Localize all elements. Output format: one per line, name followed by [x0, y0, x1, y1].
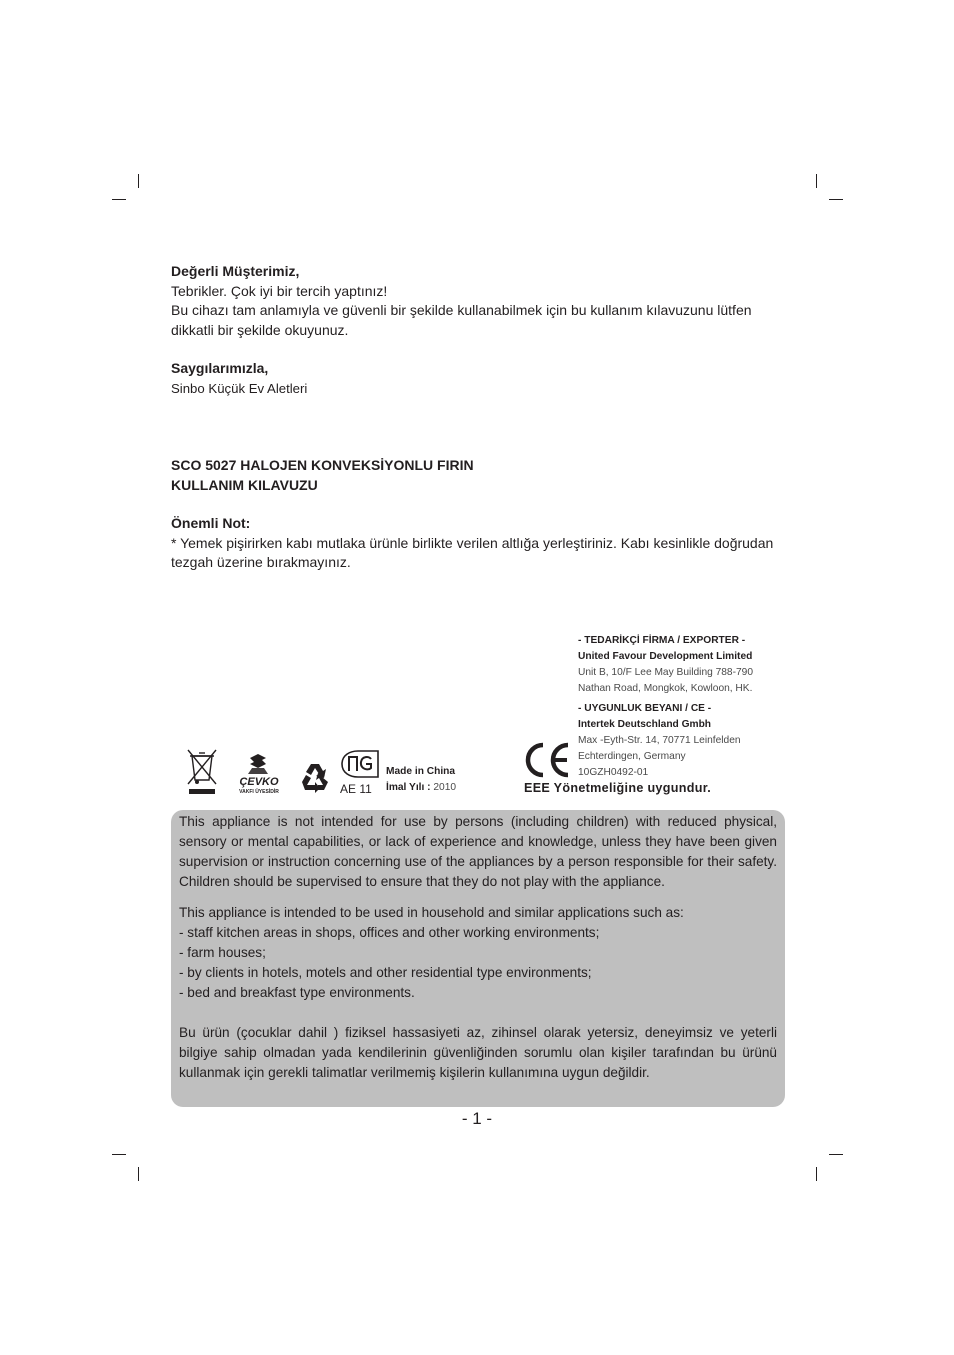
manual-subtitle: KULLANIM KILAVUZU: [171, 476, 318, 493]
note-heading: Önemli Not:: [171, 515, 251, 531]
ce-mark-icon: [522, 741, 572, 779]
greeting-block: [171, 262, 785, 340]
ce-address: Max -Eyth-Str. 14, 70771 Leinfelden: [578, 735, 741, 746]
manual-title-block: [171, 456, 785, 495]
note-block: [171, 514, 785, 573]
crop-mark: [829, 1154, 843, 1155]
ce-heading: - UYGUNLUK BEYANI / CE -: [578, 703, 712, 714]
ce-code: 10GZH0492-01: [578, 767, 649, 778]
pct-code: AE 11: [340, 782, 372, 796]
ce-address: Echterdingen, Germany: [578, 751, 686, 762]
crop-mark: [112, 199, 126, 200]
made-in-label: Made in China: [386, 766, 456, 777]
year-value: 2010: [433, 782, 457, 793]
greeting-line: Tebrikler. Çok iyi bir tercih yaptınız!: [171, 282, 388, 299]
manual-title: SCO 5027 HALOJEN KONVEKSİYONLU FIRIN: [171, 457, 474, 473]
exporter-address: Nathan Road, Mongkok, Kowloon, HK.: [578, 683, 753, 694]
warning-intro: This appliance is intended to be used in household and similar applications such as:: [179, 905, 684, 920]
exporter-address: Unit B, 10/F Lee May Building 788-790: [578, 667, 753, 678]
safety-warning-box: [171, 810, 785, 1107]
eee-compliance: EEE Yönetmeliğine uygundur.: [524, 781, 712, 795]
crop-mark: [112, 1154, 126, 1155]
warning-list-item: - staff kitchen areas in shops, offices and other working environments;: [179, 925, 600, 940]
origin-info: [386, 764, 456, 796]
regards-block: [171, 359, 785, 398]
warning-list-item: - bed and breakfast type environments.: [179, 985, 415, 1000]
crop-mark: [138, 174, 139, 188]
exporter-name: United Favour Development Limited: [578, 651, 753, 662]
greeting-line: Bu cihazı tam anlamıyla ve güvenli bir şekilde kullanabilmek için bu kullanım kılavuzunu lütfen dikkatli bir şekilde okuyunuz.: [171, 302, 752, 338]
page-number: - 1 -: [461, 1109, 493, 1128]
cevko-logo-icon: [228, 752, 290, 796]
warning-paragraph-tr: Bu ürün (çocuklar dahil ) fiziksel hassasiyeti az, zihinsel olarak yetersiz, deneyimsiz ve yeterli bilgiye sahip olmadan yada kendilerinin güvenliğinden sorumlu olan kişiler tarafından bu ürünü kullanmak için gerekli talimatlar verilmemiş kişilerin kullanımına uygun değildir.: [179, 1025, 777, 1080]
warning-paragraph: This appliance is not intended for use by persons (including children) with reduced physical, sensory or mental capabilities, or lack of experience and knowledge, unless they have been given supervision or instruction concerning use of the appliances by a person responsible for their safety. Children should be supervised to ensure that they do not play with the appliance.: [179, 814, 777, 889]
year-label: İmal Yılı :: [386, 782, 431, 793]
exporter-heading: - TEDARİKÇİ FİRMA / EXPORTER -: [578, 635, 746, 646]
warning-list-item: - by clients in hotels, motels and other residential type environments;: [179, 965, 592, 980]
crop-mark: [816, 1167, 817, 1181]
recycle-icon: [298, 760, 332, 794]
warning-list-item: - farm houses;: [179, 945, 266, 960]
crop-mark: [816, 174, 817, 188]
note-text: * Yemek pişirirken kabı mutlaka ürünle birlikte verilen altlığa yerleştiriniz. Kabı kesinlikle doğrudan tezgah üzerine bırakmayınız.: [171, 534, 774, 570]
ce-company: Intertek Deutschland Gmbh: [578, 719, 712, 730]
salutation: Değerli Müşterimiz,: [171, 263, 300, 279]
exporter-info: [578, 633, 788, 781]
crop-mark: [829, 199, 843, 200]
crop-mark: [138, 1167, 139, 1181]
cevko-logo-subtext: VAKFI ÜYESİDİR: [239, 789, 279, 795]
regards: Saygılarımızla,: [171, 360, 269, 376]
pct-certification-icon: [338, 749, 382, 779]
company-name: Sinbo Küçük Ev Aletleri: [171, 380, 308, 396]
weee-bin-icon: [182, 746, 222, 796]
cevko-logo-text: ÇEVKO: [239, 776, 279, 788]
